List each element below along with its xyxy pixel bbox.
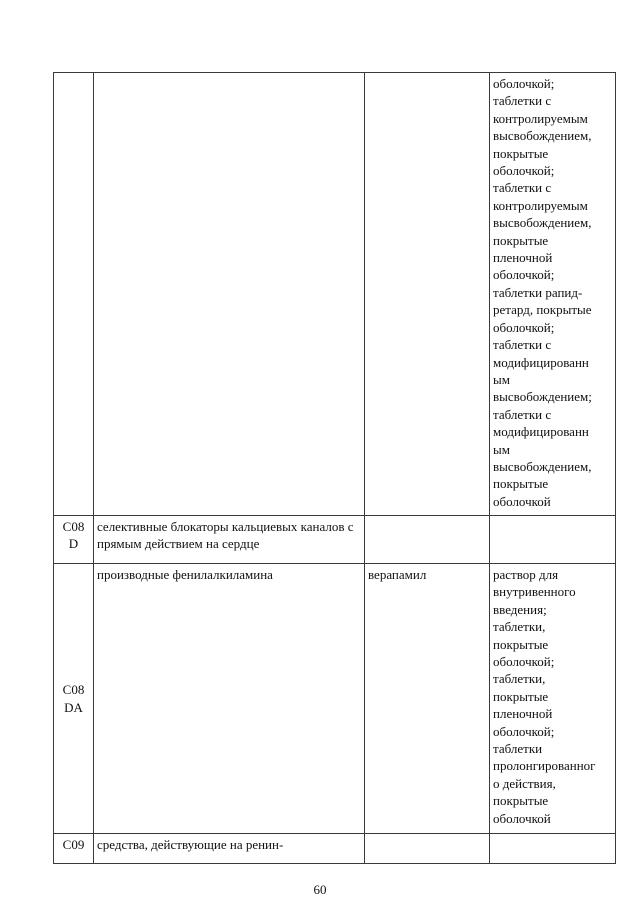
drug-classification-table xyxy=(53,72,616,864)
page-number: 60 xyxy=(313,882,327,897)
group-name-cell xyxy=(94,73,365,516)
table-row xyxy=(54,516,616,564)
inn-cell xyxy=(365,834,490,864)
atc-code-cell xyxy=(54,73,94,516)
atc-code-cell: C09 xyxy=(54,834,94,864)
atc-code-cell: C08 D xyxy=(54,516,94,564)
group-name-cell: селективные блокаторы кальциевых каналов с прямым действием на сердце xyxy=(94,516,365,564)
dosage-forms-cell xyxy=(490,834,616,864)
group-name-cell: производные фенилалкиламина xyxy=(94,564,365,834)
dosage-forms-cell xyxy=(490,516,616,564)
table-row xyxy=(54,834,616,864)
dosage-forms-cell: оболочкой; таблетки с контролируемым высвобождением, покрытые оболочкой; таблетки с контролируемым высвобождением, покрытые пленочной оболочкой; таблетки рапид- ретард, покрытые оболочкой; таблетки с модифицированн ым высвобождением; таблетки с модифицированн ым высвобождением, покрытые оболочкой xyxy=(490,73,616,516)
table-row xyxy=(54,73,616,516)
atc-code-cell: C08 DA xyxy=(54,564,94,834)
inn-cell xyxy=(365,516,490,564)
group-name-cell: средства, действующие на ренин- xyxy=(94,834,365,864)
dosage-forms-cell: раствор для внутривенного введения; таблетки, покрытые оболочкой; таблетки, покрытые пленочной оболочкой; таблетки пролонгированног о действия, покрытые оболочкой xyxy=(490,564,616,834)
inn-cell: верапамил xyxy=(365,564,490,834)
table-row xyxy=(54,564,616,834)
inn-cell xyxy=(365,73,490,516)
